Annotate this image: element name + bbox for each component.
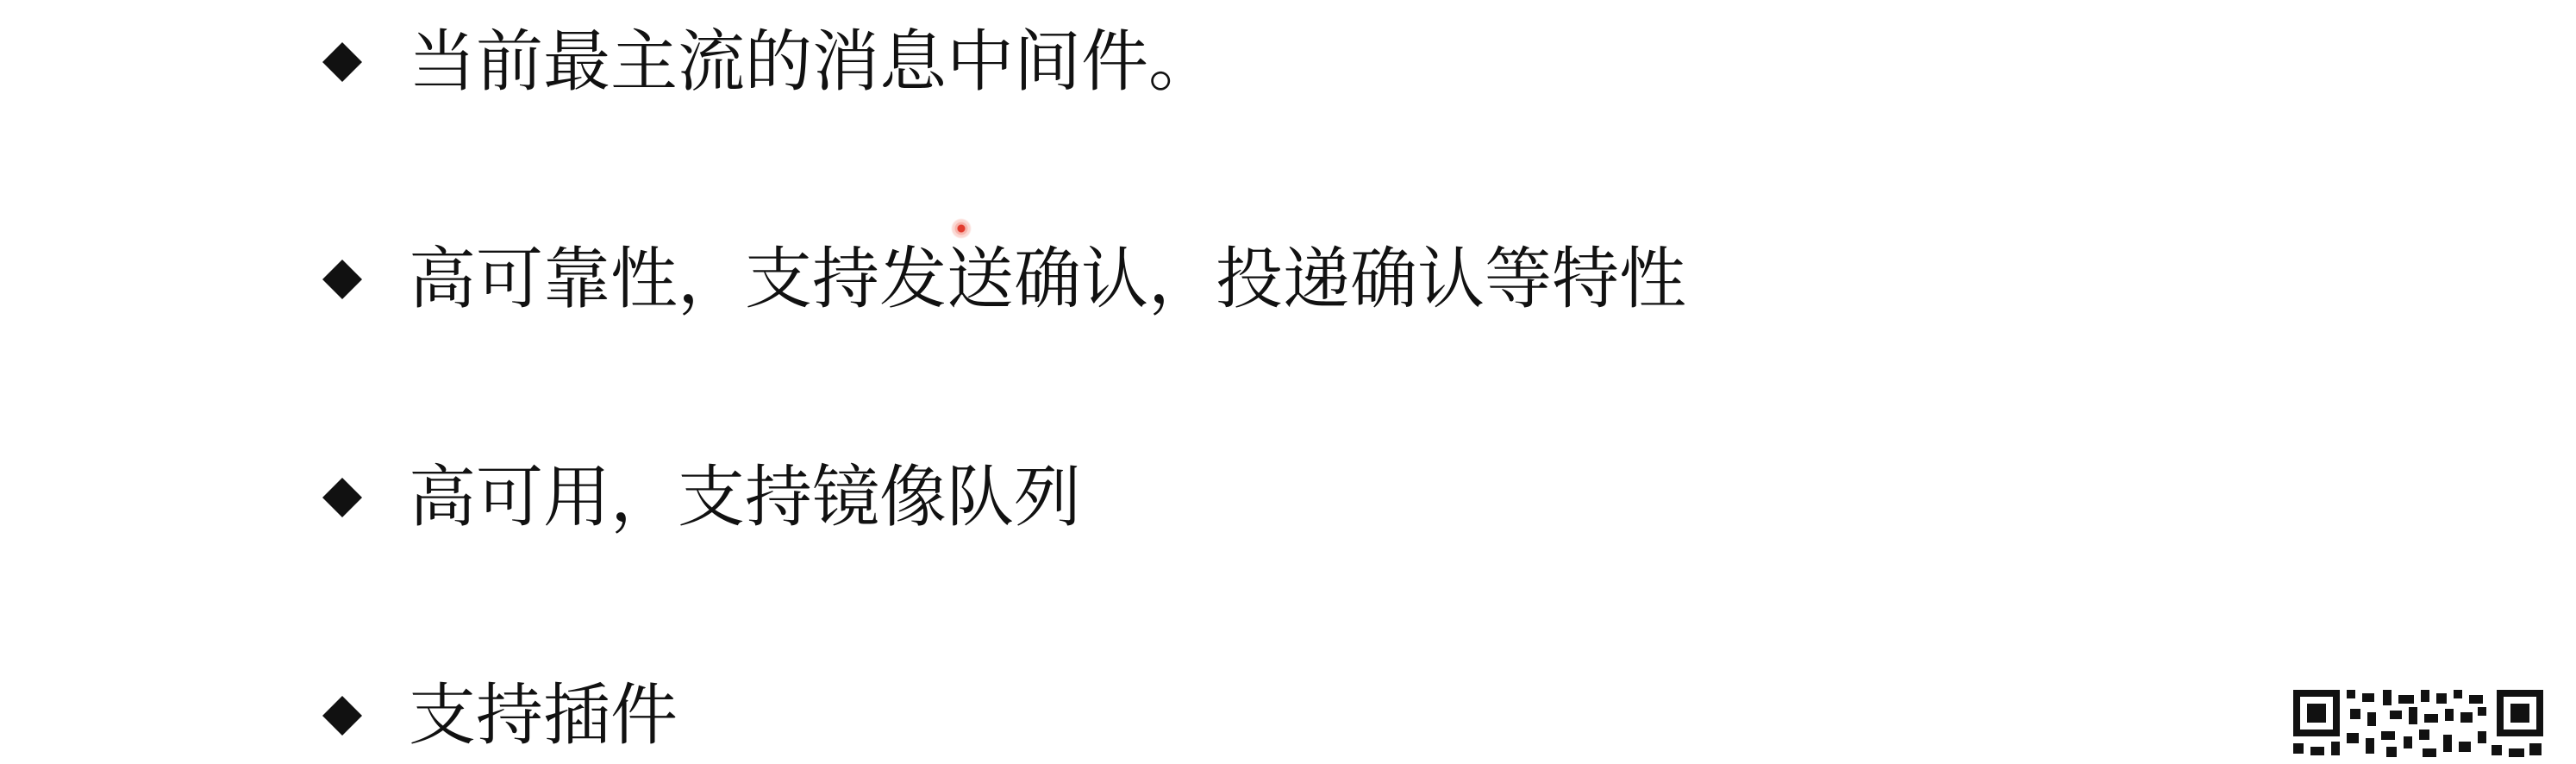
bullet-text: 支持插件 (409, 677, 678, 755)
laser-pointer-icon (951, 218, 972, 239)
diamond-bullet-icon (322, 478, 362, 517)
bullet-item (312, 673, 678, 759)
diamond-bullet-icon (322, 696, 362, 736)
qr-code-icon (2293, 690, 2543, 764)
diamond-bullet-icon (322, 42, 362, 82)
bullet-item (312, 236, 1686, 323)
bullet-text: 高可用，支持镜像队列 (409, 459, 1082, 536)
bullet-text: 高可靠性，支持发送确认，投递确认等特性 (409, 241, 1687, 318)
diamond-bullet-icon (322, 260, 362, 299)
bullet-text: 当前最主流的消息中间件。 (409, 23, 1216, 101)
bullet-item (312, 19, 1216, 105)
bullet-item (312, 454, 1081, 541)
